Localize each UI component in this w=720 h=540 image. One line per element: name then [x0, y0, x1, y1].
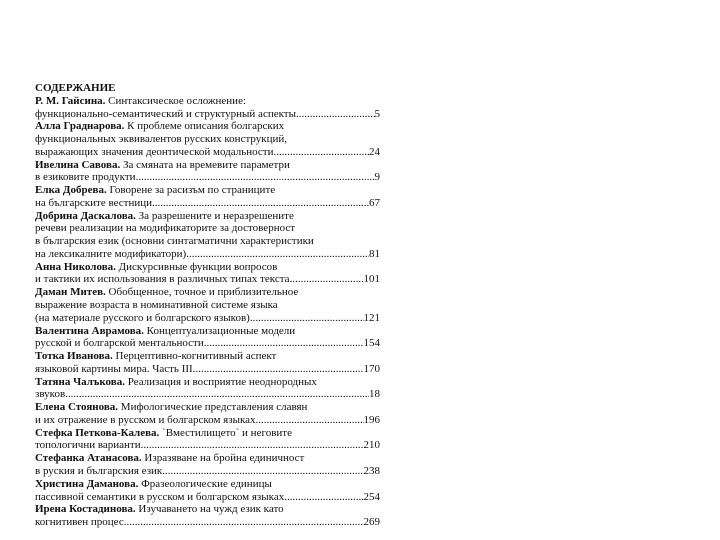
leader-dots: [195, 363, 363, 376]
entry-title-line: Мифологические представления славян: [120, 401, 308, 414]
entry-page-number: 254: [363, 490, 380, 503]
toc-entries: [35, 95, 380, 529]
entry-title-line: топологични варианти: [35, 439, 141, 452]
entry-title-line: языковой картины мира. Часть III.: [35, 362, 196, 375]
entry-page-number: 196: [363, 413, 380, 426]
entry-title-line: Говорене за расизъм по страниците: [109, 184, 276, 197]
entry-author: Стефка Петкова-Калева.: [35, 426, 160, 439]
entry-title-line: и их отражение в русском и болгарском языках: [35, 413, 256, 426]
entry-title-line: Концептуализационные модели: [146, 324, 296, 337]
toc-entry[interactable]: [35, 427, 380, 453]
toc-line: [35, 273, 380, 286]
toc-line: [35, 363, 380, 376]
toc-line: [35, 146, 380, 159]
toc-line: [35, 171, 380, 184]
entry-page-number: 18: [369, 388, 380, 401]
toc-line: [35, 235, 380, 248]
entry-author: Елена Стоянова.: [35, 401, 119, 414]
entry-title-line: и тактики их использования в различных типах текста: [35, 273, 290, 286]
toc-entry[interactable]: [35, 159, 380, 185]
toc-entry[interactable]: [35, 376, 380, 402]
entry-page-number: 5: [374, 107, 380, 120]
toc-line: [35, 286, 380, 299]
toc-entry[interactable]: [35, 184, 380, 210]
toc-entry[interactable]: [35, 325, 380, 351]
toc-line: [35, 350, 380, 363]
toc-heading: СОДЕРЖАНИЕ: [35, 82, 116, 94]
entry-page-number: 9: [374, 171, 380, 184]
leader-dots: [250, 312, 364, 325]
entry-title-line: функциональных эквивалентов русских конструкций,: [35, 133, 288, 146]
toc-line: [35, 491, 380, 504]
leader-dots: [290, 273, 364, 286]
toc-line: [35, 439, 380, 452]
entry-title-line: (на материале русского и болгарского языков): [35, 311, 250, 324]
toc-line: [35, 95, 380, 108]
entry-title-line: в българския език (основни синтагматични характеристики: [35, 235, 314, 248]
toc-line: [35, 261, 380, 274]
leader-dots: [65, 388, 369, 401]
toc-line: [35, 299, 380, 312]
leader-dots: [141, 439, 364, 452]
entry-title-line: выражающих значения деонтической модальности: [35, 145, 274, 158]
entry-author: Елка Добрева.: [35, 184, 107, 197]
entry-page-number: 81: [369, 247, 380, 260]
entry-author: Стефанка Атанасова.: [35, 452, 142, 465]
toc-line: [35, 197, 380, 210]
toc-line: [35, 312, 380, 325]
toc-entry[interactable]: [35, 286, 380, 324]
entry-title-line: Реализация и восприятие неоднородных: [127, 375, 317, 388]
entry-title-line: речеви реализации на модификаторите за достоверност: [35, 222, 296, 235]
entry-title-line: на лексикалните модификатори): [35, 247, 187, 260]
toc-line: [35, 325, 380, 338]
entry-author: Р. М. Гайсина.: [35, 94, 106, 107]
leader-dots: [296, 108, 375, 121]
toc-entry[interactable]: [35, 478, 380, 504]
entry-author: Анна Николова.: [35, 260, 116, 273]
toc-line: [35, 452, 380, 465]
leader-dots: [284, 491, 363, 504]
entry-page-number: 210: [363, 439, 380, 452]
toc-line: [35, 248, 380, 261]
entry-page-number: 101: [363, 273, 380, 286]
toc-line: [35, 337, 380, 350]
toc-entry[interactable]: [35, 452, 380, 478]
toc-line: [35, 210, 380, 223]
entry-author: Даман Митев.: [35, 286, 106, 299]
entry-author: Алла Граднарова.: [35, 120, 125, 133]
entry-title-line: в езиковите продукти: [35, 171, 136, 184]
entry-page-number: 170: [363, 362, 380, 375]
entry-title-line: Обобщенное, точное и приблизительное: [108, 286, 299, 299]
entry-page-number: 269: [363, 516, 380, 529]
entry-title-line: русской и болгарской ментальности: [35, 337, 204, 350]
leader-dots: [162, 465, 363, 478]
toc-line: [35, 376, 380, 389]
toc-entry[interactable]: [35, 120, 380, 158]
entry-page-number: 24: [369, 145, 380, 158]
entry-page-number: 238: [363, 464, 380, 477]
toc-line: [35, 159, 380, 172]
entry-title-line: Синтаксическое осложнение:: [108, 94, 247, 107]
leader-dots: [204, 337, 364, 350]
toc-line: [35, 388, 380, 401]
toc-entry[interactable]: [35, 261, 380, 287]
toc-line: [35, 120, 380, 133]
entry-title-line: Фразеологические единицы: [141, 477, 272, 490]
entry-title-line: функционально-семантический и структурный аспекты: [35, 107, 296, 120]
entry-author: Ивелина Савова.: [35, 158, 121, 171]
toc-line: [35, 108, 380, 121]
entry-title-line: пассивной семантики в русском и болгарском языках: [35, 490, 285, 503]
entry-title-line: когнитивен процес: [35, 516, 124, 529]
toc-line: [35, 133, 380, 146]
entry-page-number: 67: [369, 196, 380, 209]
toc-entry[interactable]: [35, 210, 380, 261]
toc-line: [35, 478, 380, 491]
toc-line: [35, 516, 380, 529]
entry-title-line: выражение возраста в номинативной системе языка: [35, 299, 278, 312]
toc-line: [35, 427, 380, 440]
entry-title-line: на българските вестници: [35, 196, 152, 209]
entry-title-line: Перцептивно-когнитивный аспект: [115, 350, 277, 363]
entry-title-line: Изучаването на чужд език като: [138, 503, 284, 516]
leader-dots: [124, 516, 364, 529]
entry-title-line: К проблеме описания болгарских: [127, 120, 285, 133]
entry-title-line: в руския и българския език: [35, 464, 163, 477]
leader-dots: [152, 197, 369, 210]
entry-title-line: Дискурсивные функции вопросов: [118, 260, 278, 273]
leader-dots: [273, 146, 369, 159]
toc-entry[interactable]: [35, 503, 380, 529]
toc-line: [35, 184, 380, 197]
entry-author: Христина Даманова.: [35, 477, 139, 490]
entry-title-line: За смяната на времевите параметри: [122, 158, 290, 171]
toc-line: [35, 503, 380, 516]
entry-author: Татяна Чалъкова.: [35, 375, 125, 388]
toc-entry[interactable]: [35, 95, 380, 121]
toc-line: [35, 401, 380, 414]
toc-line: [35, 414, 380, 427]
entry-author: Валентина Аврамова.: [35, 324, 144, 337]
entry-author: Добрина Даскалова.: [35, 209, 136, 222]
leader-dots: [256, 414, 364, 427]
entry-author: Ирена Костадинова.: [35, 503, 136, 516]
entry-title-line: Изразяване на бройна единичност: [144, 452, 305, 465]
entry-page-number: 121: [363, 311, 380, 324]
toc-entry[interactable]: [35, 401, 380, 427]
toc-line: [35, 465, 380, 478]
leader-dots: [136, 171, 375, 184]
entry-page-number: 154: [363, 337, 380, 350]
table-of-contents: [35, 82, 380, 529]
entry-title-line: звуков: [35, 388, 66, 401]
entry-title-line: За разрешените и неразрешените: [138, 209, 294, 222]
toc-entry[interactable]: [35, 350, 380, 376]
entry-author: Тотка Иванова.: [35, 350, 113, 363]
leader-dots: [186, 248, 369, 261]
entry-title-line: `Вместилището` и неговите: [162, 426, 292, 439]
toc-line: [35, 222, 380, 235]
